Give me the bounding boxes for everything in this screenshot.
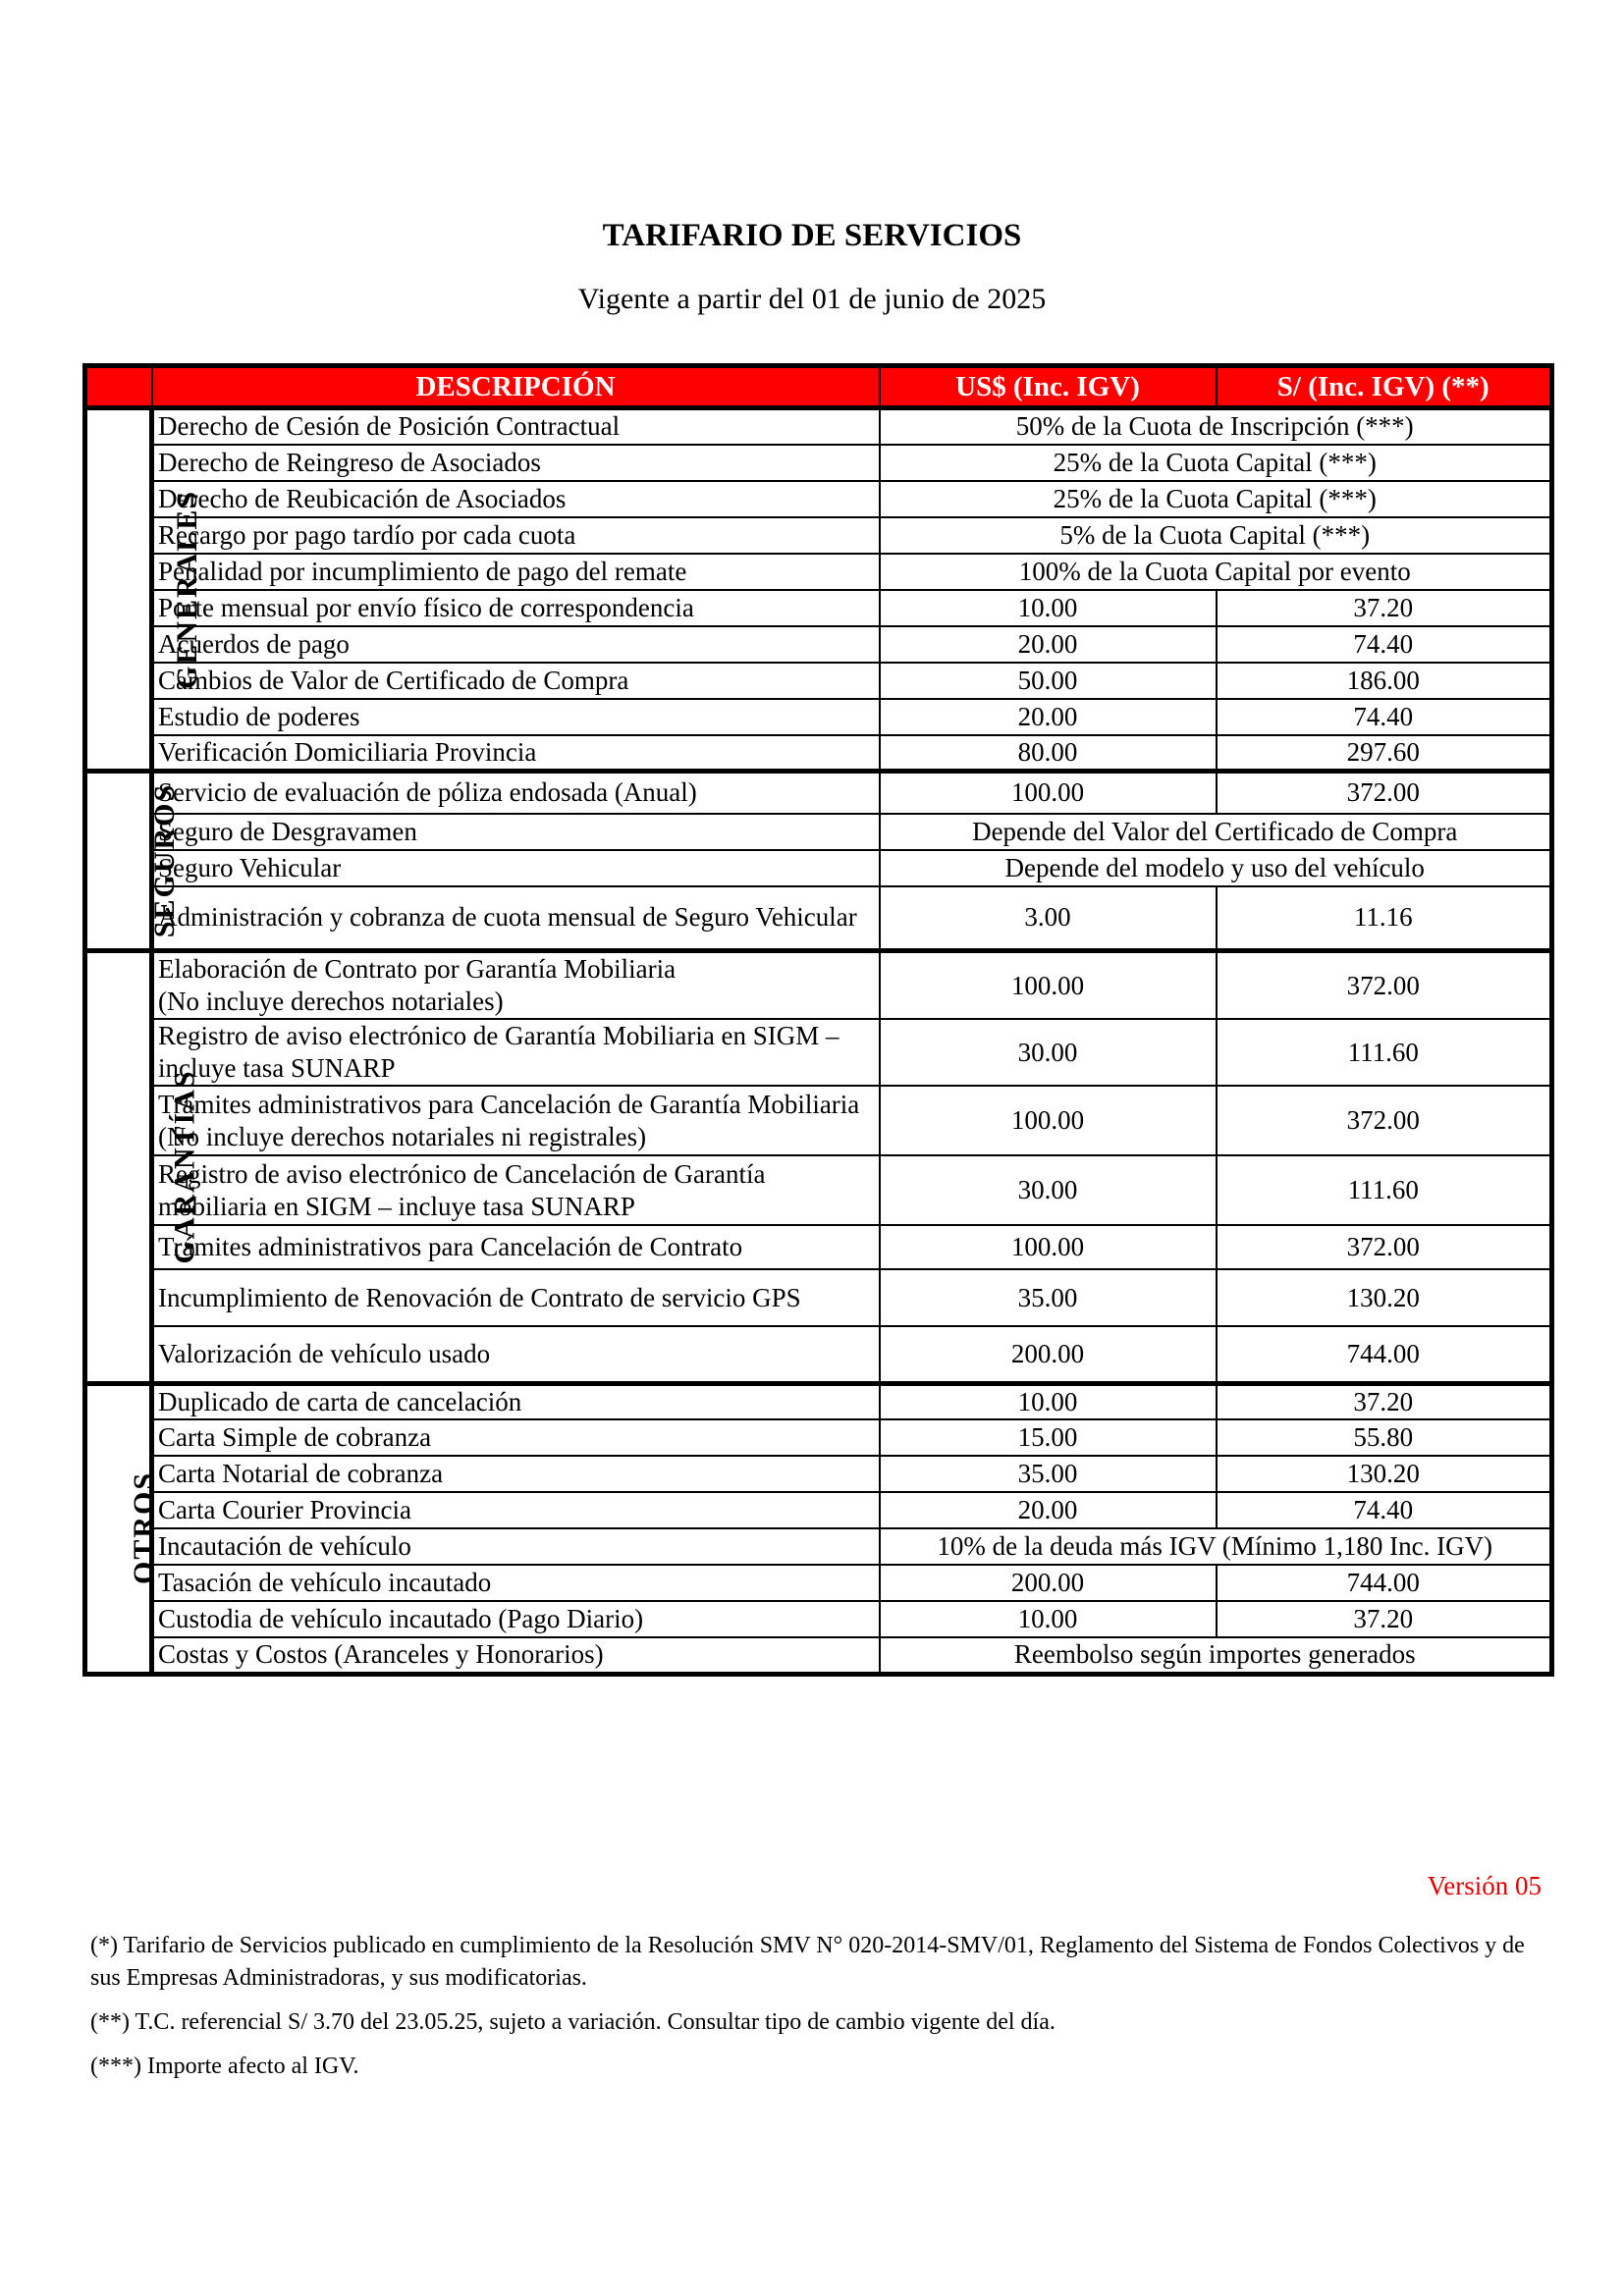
price-pen: 37.20 bbox=[1217, 590, 1552, 626]
service-description: Carta Notarial de cobranza bbox=[152, 1456, 880, 1492]
price-usd: 100.00 bbox=[880, 951, 1217, 1020]
service-description: Derecho de Cesión de Posición Contractual bbox=[152, 408, 880, 445]
service-description: Registro de aviso electrónico de Cancelación de Garantía mobiliaria en SIGM – incluye tasa SUNARP bbox=[152, 1155, 880, 1225]
price-usd: 10.00 bbox=[880, 590, 1217, 626]
table-row bbox=[85, 1086, 1552, 1155]
table-row bbox=[85, 886, 1552, 951]
header-description: DESCRIPCIÓN bbox=[152, 366, 880, 408]
page-subtitle: Vigente a partir del 01 de junio de 2025 bbox=[577, 283, 1047, 315]
price-pen: 37.20 bbox=[1217, 1601, 1552, 1637]
price-usd: 80.00 bbox=[880, 735, 1217, 772]
table-row bbox=[85, 554, 1552, 590]
merged-price-cell: 100% de la Cuota Capital por evento bbox=[880, 554, 1552, 590]
merged-price-cell: 50% de la Cuota de Inscripción (***) bbox=[880, 408, 1552, 445]
service-description: Servicio de evaluación de póliza endosada (Anual) bbox=[152, 772, 880, 814]
price-pen: 37.20 bbox=[1217, 1383, 1552, 1419]
table-row bbox=[85, 1601, 1552, 1637]
table-row bbox=[85, 1019, 1552, 1086]
price-pen: 744.00 bbox=[1217, 1326, 1552, 1383]
service-description: Custodia de vehículo incautado (Pago Diario) bbox=[152, 1601, 880, 1637]
header-pen: S/ (Inc. IGV) (**) bbox=[1217, 366, 1552, 408]
header-usd: US$ (Inc. IGV) bbox=[880, 366, 1217, 408]
merged-price-cell: Reembolso según importes generados bbox=[880, 1637, 1552, 1674]
service-description: Derecho de Reingreso de Asociados bbox=[152, 445, 880, 481]
service-description: Costas y Costos (Aranceles y Honorarios) bbox=[152, 1637, 880, 1674]
service-description: Carta Simple de cobranza bbox=[152, 1419, 880, 1456]
header-blank-cell bbox=[85, 366, 152, 408]
service-description: Duplicado de carta de cancelación bbox=[152, 1383, 880, 1419]
service-description: Incumplimiento de Renovación de Contrato de servicio GPS bbox=[152, 1269, 880, 1326]
merged-price-cell: Depende del modelo y uso del vehículo bbox=[880, 850, 1552, 886]
version-label: Versión 05 bbox=[1427, 1871, 1542, 1900]
price-pen: 130.20 bbox=[1217, 1269, 1552, 1326]
price-pen: 372.00 bbox=[1217, 1225, 1552, 1269]
table-row bbox=[85, 1383, 1552, 1419]
price-pen: 74.40 bbox=[1217, 1492, 1552, 1528]
group-label-seguros bbox=[85, 772, 182, 951]
table-row bbox=[85, 735, 1552, 772]
table-row bbox=[85, 1326, 1552, 1383]
tariff-table bbox=[82, 363, 1554, 1677]
price-usd: 20.00 bbox=[880, 626, 1217, 663]
table-row bbox=[85, 951, 1552, 1020]
price-pen: 372.00 bbox=[1217, 1086, 1552, 1155]
table-row bbox=[85, 1565, 1552, 1601]
service-description: Valorización de vehículo usado bbox=[152, 1326, 880, 1383]
footnote: (**) T.C. referencial S/ 3.70 del 23.05.25, sujeto a variación. Consultar tipo de cambio vigente del día. bbox=[90, 2009, 1056, 2035]
table-row bbox=[85, 1225, 1552, 1269]
table-row bbox=[85, 626, 1552, 663]
service-description: Seguro Vehicular bbox=[152, 850, 880, 886]
table-header-row bbox=[85, 366, 1552, 408]
service-description: Cambios de Valor de Certificado de Compra bbox=[152, 663, 880, 699]
service-description: Estudio de poderes bbox=[152, 699, 880, 735]
merged-price-cell: Depende del Valor del Certificado de Compra bbox=[880, 814, 1552, 850]
merged-price-cell: 5% de la Cuota Capital (***) bbox=[880, 517, 1552, 554]
footnote: (*) Tarifario de Servicios publicado en cumplimiento de la Resolución SMV N° 020-2014-SMV/01, Reglamento del Sistema de Fondos Colectivos y de sus Empresas Administradoras, y sus modificatorias. bbox=[90, 1933, 1525, 1991]
price-pen: 74.40 bbox=[1217, 699, 1552, 735]
price-pen: 130.20 bbox=[1217, 1456, 1552, 1492]
service-description: Registro de aviso electrónico de Garantía Mobiliaria en SIGM – incluye tasa SUNARP bbox=[152, 1019, 880, 1086]
table-row bbox=[85, 1269, 1552, 1326]
service-description: Administración y cobranza de cuota mensual de Seguro Vehicular bbox=[152, 886, 880, 951]
group-label-garantias bbox=[85, 951, 201, 1384]
group-label-text: GENERALES bbox=[171, 489, 204, 689]
table-row bbox=[85, 814, 1552, 850]
group-label-text: GARANTÍAS bbox=[168, 1069, 201, 1264]
group-label-text: OTROS bbox=[128, 1470, 161, 1585]
service-description: Derecho de Reubicación de Asociados bbox=[152, 481, 880, 517]
table-row bbox=[85, 850, 1552, 886]
price-usd: 100.00 bbox=[880, 1086, 1217, 1155]
service-description: Acuerdos de pago bbox=[152, 626, 880, 663]
footnote: (***) Importe afecto al IGV. bbox=[90, 2054, 359, 2079]
table-row bbox=[85, 408, 1552, 445]
price-pen: 744.00 bbox=[1217, 1565, 1552, 1601]
price-usd: 30.00 bbox=[880, 1019, 1217, 1086]
table-row bbox=[85, 517, 1552, 554]
service-description: Seguro de Desgravamen bbox=[152, 814, 880, 850]
service-description: Trámites administrativos para Cancelación de Garantía Mobiliaria (No incluye derechos notariales ni registrales) bbox=[152, 1086, 880, 1155]
tariff-body bbox=[85, 408, 1552, 1675]
price-pen: 11.16 bbox=[1217, 886, 1552, 951]
service-description: Carta Courier Provincia bbox=[152, 1492, 880, 1528]
table-row bbox=[85, 699, 1552, 735]
table-row bbox=[85, 590, 1552, 626]
table-row bbox=[85, 1456, 1552, 1492]
price-usd: 200.00 bbox=[880, 1565, 1217, 1601]
price-pen: 55.80 bbox=[1217, 1419, 1552, 1456]
price-usd: 20.00 bbox=[880, 1492, 1217, 1528]
price-pen: 74.40 bbox=[1217, 626, 1552, 663]
table-row bbox=[85, 663, 1552, 699]
footnotes bbox=[90, 1930, 1543, 2095]
table-row bbox=[85, 481, 1552, 517]
merged-price-cell: 25% de la Cuota Capital (***) bbox=[880, 481, 1552, 517]
price-usd: 35.00 bbox=[880, 1269, 1217, 1326]
group-label-otros bbox=[85, 1383, 161, 1674]
price-usd: 100.00 bbox=[880, 1225, 1217, 1269]
table-row bbox=[85, 772, 1552, 814]
service-description: Elaboración de Contrato por Garantía Mobiliaria (No incluye derechos notariales) bbox=[152, 951, 880, 1020]
table-row bbox=[85, 1492, 1552, 1528]
price-pen: 111.60 bbox=[1217, 1019, 1552, 1086]
table-row bbox=[85, 1637, 1552, 1674]
price-usd: 30.00 bbox=[880, 1155, 1217, 1225]
service-description: Recargo por pago tardío por cada cuota bbox=[152, 517, 880, 554]
service-description: Trámites administrativos para Cancelación de Contrato bbox=[152, 1225, 880, 1269]
price-usd: 15.00 bbox=[880, 1419, 1217, 1456]
price-usd: 20.00 bbox=[880, 699, 1217, 735]
price-usd: 3.00 bbox=[880, 886, 1217, 951]
price-pen: 372.00 bbox=[1217, 951, 1552, 1020]
table-row bbox=[85, 445, 1552, 481]
price-pen: 372.00 bbox=[1217, 772, 1552, 814]
price-pen: 111.60 bbox=[1217, 1155, 1552, 1225]
service-description: Incautación de vehículo bbox=[152, 1528, 880, 1565]
merged-price-cell: 10% de la deuda más IGV (Mínimo 1,180 Inc. IGV) bbox=[880, 1528, 1552, 1565]
price-pen: 186.00 bbox=[1217, 663, 1552, 699]
service-description: Verificación Domiciliaria Provincia bbox=[152, 735, 880, 772]
service-description: Tasación de vehículo incautado bbox=[152, 1565, 880, 1601]
group-label-text: SEGUROS bbox=[148, 782, 182, 938]
page-title: TARIFARIO DE SERVICIOS bbox=[602, 218, 1022, 253]
service-description: Porte mensual por envío físico de correspondencia bbox=[152, 590, 880, 626]
table-row bbox=[85, 1419, 1552, 1456]
service-description: Penalidad por incumplimiento de pago del remate bbox=[152, 554, 880, 590]
table-row bbox=[85, 1528, 1552, 1565]
group-label-generales bbox=[85, 408, 204, 772]
price-usd: 100.00 bbox=[880, 772, 1217, 814]
table-row bbox=[85, 1155, 1552, 1225]
price-usd: 35.00 bbox=[880, 1456, 1217, 1492]
price-pen: 297.60 bbox=[1217, 735, 1552, 772]
price-usd: 10.00 bbox=[880, 1601, 1217, 1637]
price-usd: 10.00 bbox=[880, 1383, 1217, 1419]
price-usd: 200.00 bbox=[880, 1326, 1217, 1383]
price-usd: 50.00 bbox=[880, 663, 1217, 699]
merged-price-cell: 25% de la Cuota Capital (***) bbox=[880, 445, 1552, 481]
